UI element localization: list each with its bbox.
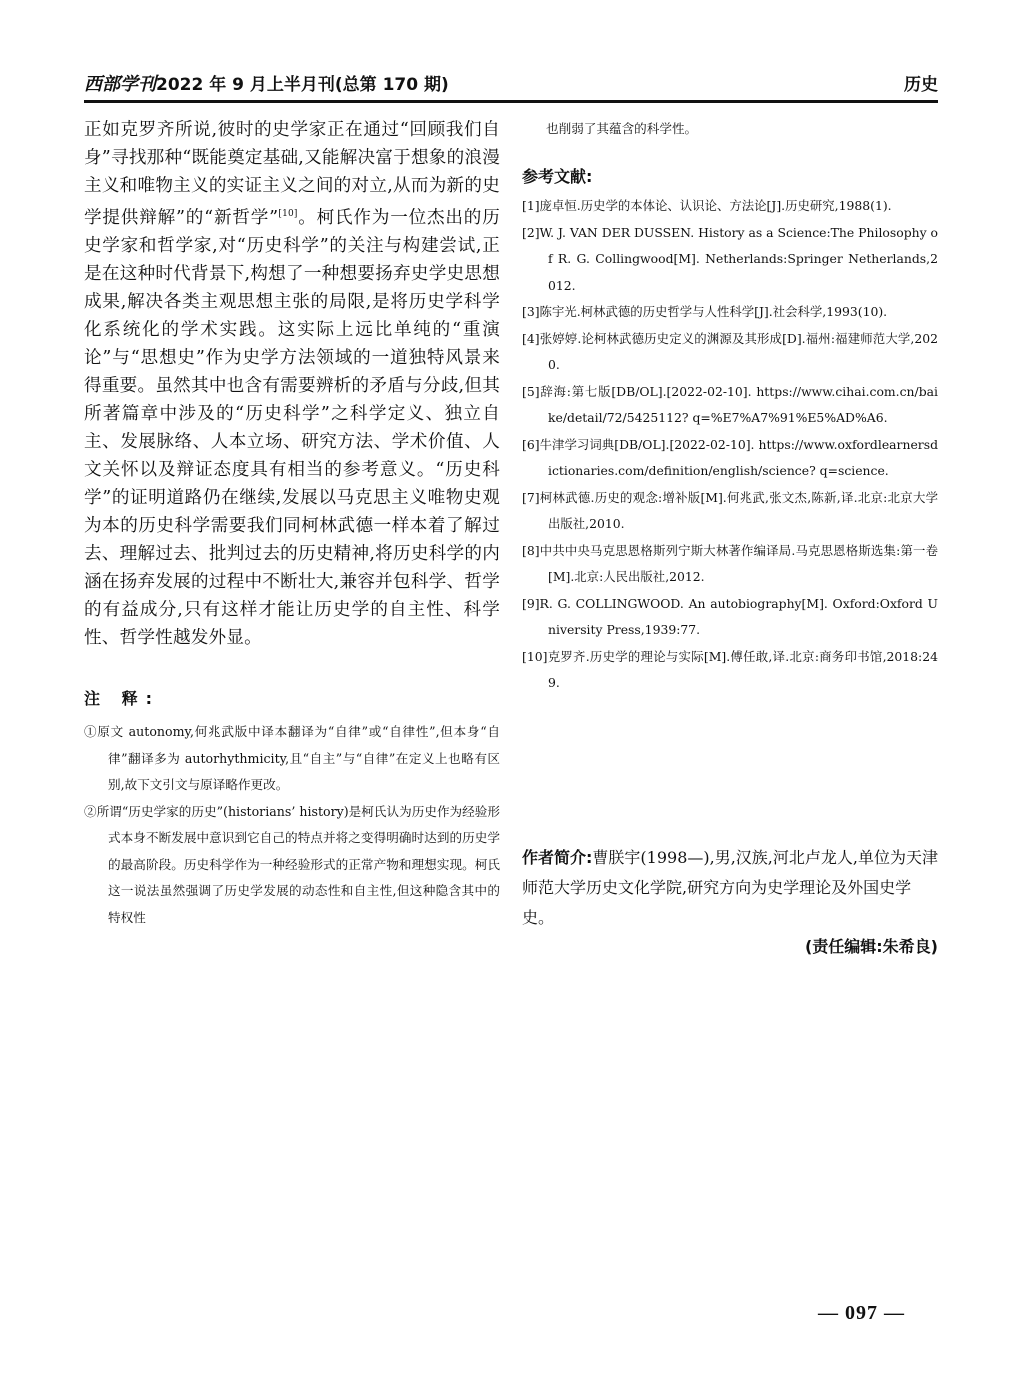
reference-item: [6]牛津学习词典[DB/OL].[2022-02-10]. https://www.oxfordlearnersdictionaries.com/definition/english/science? q=science. bbox=[522, 436, 938, 478]
author-bio-text: 曹朕宇(1998—),男,汉族,河北卢龙人,单位为天津师范大学历史文化学院,研究方向为史学理论及外国史学史。 bbox=[522, 848, 938, 927]
reference-item: [5]辞海:第七版[DB/OL].[2022-02-10]. https://www.cihai.com.cn/baike/detail/72/5425112? q=%E7%A7%91%E5%AD%A6. bbox=[522, 383, 938, 425]
issue-info: 2022 年 9 月上半月刊(总第 170 期) bbox=[156, 75, 449, 95]
reference-item: [2]W. J. VAN DER DUSSEN. History as a Science:The Philosophy of R. G. Collingwood[M]. Netherlands:Springer Netherlands,2012. bbox=[522, 224, 939, 293]
page-number: — 097 — bbox=[818, 1302, 905, 1324]
note-continuation: 也削弱了其蕴含的科学性。 bbox=[546, 121, 698, 136]
notes-heading: 注 释: bbox=[84, 689, 160, 708]
reference-item: [4]张婷婷.论柯林武德历史定义的渊源及其形成[D].福州:福建师范大学,2020. bbox=[522, 330, 938, 372]
reference-item: [1]庞卓恒.历史学的本体论、认识论、方法论[J].历史研究,1988(1). bbox=[522, 198, 892, 213]
journal-info bbox=[84, 70, 449, 96]
reference-item: [9]R. G. COLLINGWOOD. An autobiography[M]. Oxford:Oxford University Press,1939:77. bbox=[522, 595, 938, 637]
author-bio bbox=[522, 843, 938, 933]
citation-marker: [10] bbox=[278, 209, 298, 219]
reference-item: [3]陈宇光.柯林武德的历史哲学与人性科学[J].社会科学,1993(10). bbox=[522, 304, 888, 319]
body-paragraph bbox=[84, 116, 500, 652]
reference-item: [10]克罗齐.历史学的理论与实际[M].傅任敢,译.北京:商务印书馆,2018:249. bbox=[522, 648, 938, 690]
responsible-editor: (责任编辑:朱希良) bbox=[804, 937, 938, 956]
right-column bbox=[522, 116, 938, 697]
journal-logo: 西部学刊 bbox=[84, 74, 156, 95]
body-text-part2: 。柯氏作为一位杰出的历史学家和哲学家,对“历史科学”的关注与构建尝试,正是在这种时代背景下,构想了一种想要扬弃史学史思想成果,解决各类主观思想主张的局限,是将历史学科学化系统化的学术实践。这实际上远比单纯的“重演论”与“思想史”作为史学方法领域的一道独特风景来得重要。虽然其中也含有需要辨析的矛盾与分歧,但其所著篇章中涉及的“历史科学”之科学定义、独立自主、发展脉络、人本立场、研究方法、学术价值、人文关怀以及辩证态度具有相当的参考意义。“历史科学”的证明道路仍在继续,发展以马克思主义唯物史观为本的历史科学需要我们同柯林武德一样本着了解过去、理解过去、批判过去的历史精神,将历史科学的内涵在扬弃发展的过程中不断壮大,兼容并包科学、哲学的有益成分,只有这样才能让历史学的自主性、科学性、哲学性越发外显。 bbox=[84, 208, 500, 648]
section-name: 历史 bbox=[904, 75, 938, 95]
body-text-part1: 正如克罗齐所说,彼时的史学家正在通过“回顾我们自身”寻找那种“既能奠定基础,又能解决富于想象的浪漫主义和唯物主义的实证主义之间的对立,从而为新的史学提供辩解”的“新哲学” bbox=[84, 120, 500, 228]
notes-list bbox=[84, 719, 500, 931]
reference-item: [7]柯林武德.历史的观念:增补版[M].何兆武,张文杰,陈新,译.北京:北京大学出版社,2010. bbox=[522, 489, 938, 531]
reference-item: [8]中共中央马克思恩格斯列宁斯大林著作编译局.马克思恩格斯选集:第一卷[M].北京:人民出版社,2012. bbox=[522, 542, 938, 584]
left-column bbox=[84, 116, 500, 931]
references-list bbox=[522, 193, 938, 697]
note-item: ①原文 autonomy,何兆武版中译本翻译为“自律”或“自律性”,但本身“自律”翻译多为 autorhythmicity,且“自主”与“自律”在定义上也略有区别,故下文引文与原译略作更改。 bbox=[84, 724, 500, 792]
references-heading: 参考文献: bbox=[522, 167, 593, 186]
note-item: ②所谓“历史学家的历史”(historians’ history)是柯氏认为历史作为经验形式本身不断发展中意识到它自己的特点并将之变得明确时达到的历史学的最高阶段。历史科学作为一种经验形式的正常产物和理想实现。柯氏这一说法虽然强调了历史学发展的动态性和自主性,但这种隐含其中的特权性 bbox=[84, 803, 500, 925]
running-header bbox=[84, 66, 938, 103]
author-bio-label: 作者简介: bbox=[522, 848, 593, 867]
